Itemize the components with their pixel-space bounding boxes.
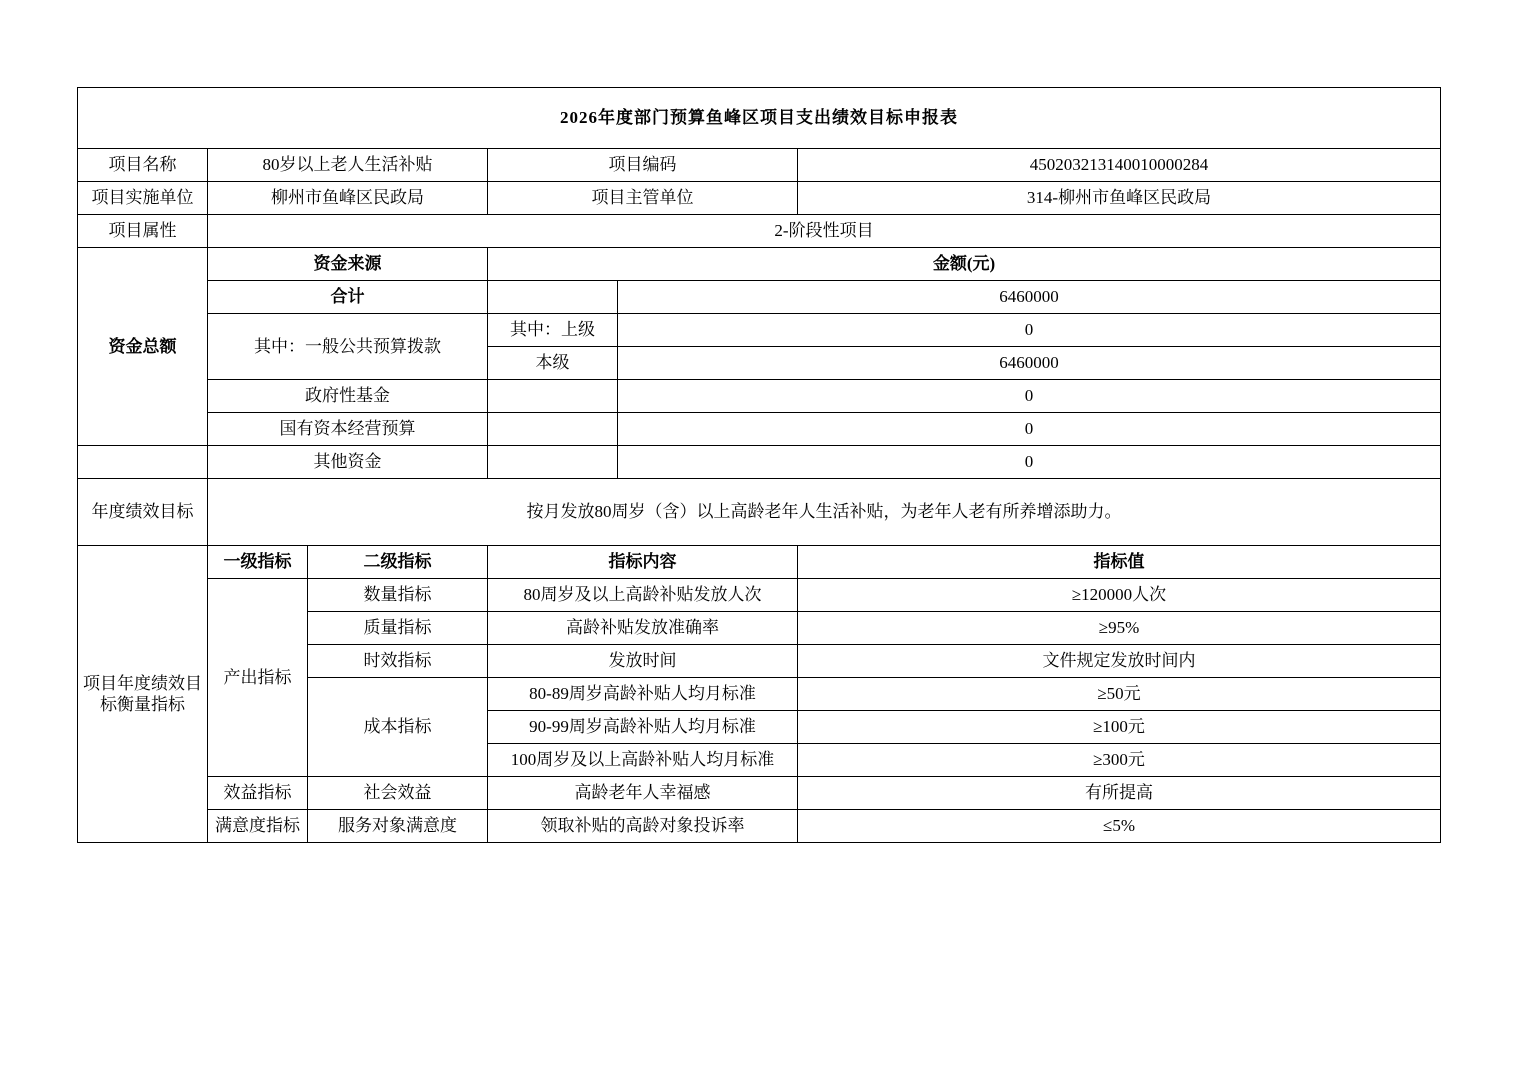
indicator-value: ≥50元	[798, 678, 1441, 711]
supervisor-value: 314-柳州市鱼峰区民政局	[798, 182, 1441, 215]
indicator-content: 80周岁及以上高龄补贴发放人次	[488, 579, 798, 612]
funds-general-budget-label: 其中：一般公共预算拨款	[208, 314, 488, 380]
funds-state-capital-spacer	[488, 413, 618, 446]
indicator-value: ≤5%	[798, 810, 1441, 843]
funds-state-capital-value: 0	[618, 413, 1441, 446]
table-row-general-budget-upper	[78, 314, 1441, 347]
funds-upper-level-label: 其中：上级	[488, 314, 618, 347]
project-code-label: 项目编码	[488, 149, 798, 182]
page-title: 2026年度部门预算鱼峰区项目支出绩效目标申报表	[78, 88, 1441, 149]
funds-total-value: 6460000	[618, 281, 1441, 314]
indicator-value: ≥300元	[798, 744, 1441, 777]
indicator-header-level1: 一级指标	[208, 546, 308, 579]
funds-total-row-label: 合计	[208, 281, 488, 314]
project-code-value: 450203213140010000284	[798, 149, 1441, 182]
indicator-header-value: 指标值	[798, 546, 1441, 579]
project-name-value: 80岁以上老人生活补贴	[208, 149, 488, 182]
impl-unit-value: 柳州市鱼峰区民政局	[208, 182, 488, 215]
impl-unit-label: 项目实施单位	[78, 182, 208, 215]
attribute-label: 项目属性	[78, 215, 208, 248]
indicator-content: 高龄补贴发放准确率	[488, 612, 798, 645]
indicator-value: ≥95%	[798, 612, 1441, 645]
table-row-indicator	[78, 579, 1441, 612]
table-row-indicator-header	[78, 546, 1441, 579]
table-row-state-capital	[78, 413, 1441, 446]
indicator-content: 领取补贴的高龄对象投诉率	[488, 810, 798, 843]
indicator-content: 高龄老年人幸福感	[488, 777, 798, 810]
indicator-level2: 社会效益	[308, 777, 488, 810]
indicator-level1-output: 产出指标	[208, 579, 308, 777]
table-row-annual-goal	[78, 479, 1441, 546]
indicator-content: 90-99周岁高龄补贴人均月标准	[488, 711, 798, 744]
indicator-level2: 时效指标	[308, 645, 488, 678]
table-row-fund-total	[78, 281, 1441, 314]
table-row-other-funds	[78, 446, 1441, 479]
funds-total-label: 资金总额	[78, 248, 208, 446]
funds-this-level-value: 6460000	[618, 347, 1441, 380]
indicator-level2: 数量指标	[308, 579, 488, 612]
indicator-header-content: 指标内容	[488, 546, 798, 579]
table-row-indicator	[78, 810, 1441, 843]
funds-amount-header: 金额(元)	[488, 248, 1441, 281]
project-name-label: 项目名称	[78, 149, 208, 182]
table-row-project-name	[78, 149, 1441, 182]
funds-gov-fund-value: 0	[618, 380, 1441, 413]
indicator-level2: 质量指标	[308, 612, 488, 645]
table-row-indicator	[78, 777, 1441, 810]
indicators-row-label: 项目年度绩效目标衡量指标	[78, 546, 208, 843]
funds-upper-level-value: 0	[618, 314, 1441, 347]
funds-this-level-label: 本级	[488, 347, 618, 380]
annual-goal-text: 按月发放80周岁（含）以上高龄老年人生活补贴，为老年人老有所养增添助力。	[208, 479, 1441, 546]
indicator-value: ≥100元	[798, 711, 1441, 744]
funds-gov-fund-label: 政府性基金	[208, 380, 488, 413]
indicator-level1-benefit: 效益指标	[208, 777, 308, 810]
funds-other-label: 其他资金	[208, 446, 488, 479]
table-row-fund-header	[78, 248, 1441, 281]
indicator-content: 80-89周岁高龄补贴人均月标准	[488, 678, 798, 711]
indicator-header-level2: 二级指标	[308, 546, 488, 579]
table-row-gov-fund	[78, 380, 1441, 413]
funds-source-header: 资金来源	[208, 248, 488, 281]
funds-total-spacer	[488, 281, 618, 314]
indicator-content: 100周岁及以上高龄补贴人均月标准	[488, 744, 798, 777]
funds-other-value: 0	[618, 446, 1441, 479]
indicator-level2: 服务对象满意度	[308, 810, 488, 843]
supervisor-label: 项目主管单位	[488, 182, 798, 215]
table-title-row	[78, 88, 1441, 149]
funds-other-left-spacer	[78, 446, 208, 479]
annual-goal-label: 年度绩效目标	[78, 479, 208, 546]
indicator-value: ≥120000人次	[798, 579, 1441, 612]
indicator-level2-cost: 成本指标	[308, 678, 488, 777]
funds-other-spacer	[488, 446, 618, 479]
indicator-value: 文件规定发放时间内	[798, 645, 1441, 678]
indicator-value: 有所提高	[798, 777, 1441, 810]
indicator-level1-satisfaction: 满意度指标	[208, 810, 308, 843]
performance-goal-table	[77, 87, 1441, 843]
table-row-impl-unit	[78, 182, 1441, 215]
funds-state-capital-label: 国有资本经营预算	[208, 413, 488, 446]
attribute-value: 2-阶段性项目	[208, 215, 1441, 248]
funds-gov-fund-spacer	[488, 380, 618, 413]
indicator-content: 发放时间	[488, 645, 798, 678]
table-row-attribute	[78, 215, 1441, 248]
